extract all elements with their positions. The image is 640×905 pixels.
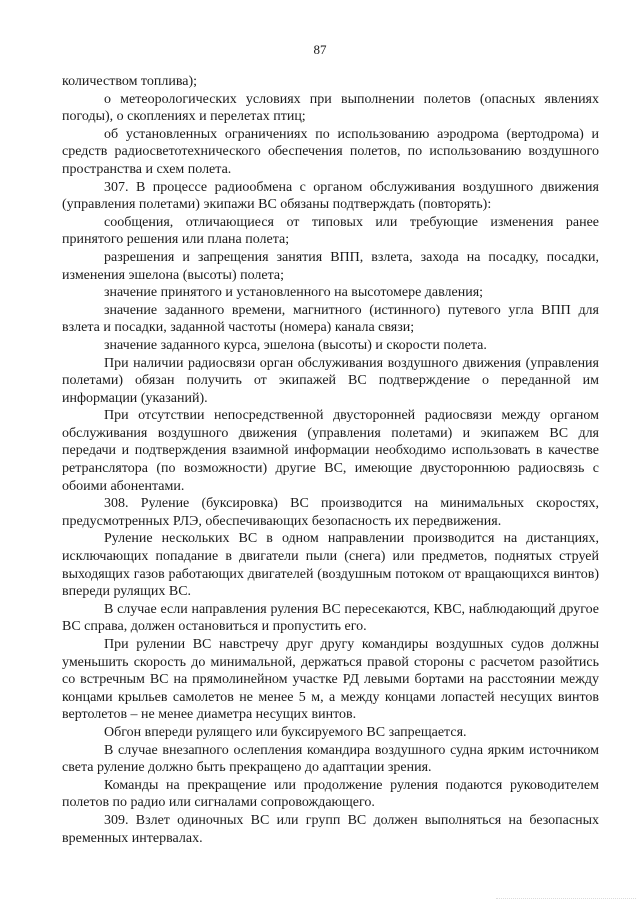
paragraph-text: В случае если направления руления ВС пересекаются, КВС, наблюдающий другое ВС справа, должен остановиться и пропустить его. (62, 601, 599, 635)
paragraph-text: В случае внезапного ослепления командира воздушного судна ярким источником света руление должно быть прекращено до адаптации зрения. (62, 742, 599, 776)
paragraph (62, 724, 599, 742)
paragraph (62, 812, 599, 847)
paragraph (62, 355, 599, 408)
paragraph (62, 73, 599, 91)
paragraph-text: об установленных ограничениях по использованию аэродрома (вертодрома) и средств радиосветотехнического обеспечения полетов, по использованию воздушного пространства и схем полета. (62, 126, 599, 177)
paragraph-text: 307. В процессе радиообмена с органом обслуживания воздушного движения (управления полетами) экипажи ВС обязаны подтверждать (повторять): (62, 179, 599, 213)
paragraph (62, 179, 599, 214)
paragraph (62, 302, 599, 337)
paragraph-text: разрешения и запрещения занятия ВПП, взлета, захода на посадку, посадки, изменения эшелона (высоты) полета; (62, 249, 599, 283)
paragraph-text: значение принятого и установленного на высотомере давления; (104, 285, 484, 301)
paragraph (62, 636, 599, 724)
document-body (62, 73, 599, 847)
paragraph-text: Команды на прекращение или продолжение руления подаются руководителем полетов по радио или сигналами сопровождающего. (62, 777, 599, 811)
paragraph (62, 91, 599, 126)
paragraph-text: При отсутствии непосредственной двусторонней радиосвязи между органом обслуживания воздушного движения (управления полетами) и экипажем ВС для передачи и подтверждения взаимной информации необходимо использовать в качестве ретранслятора (по возможности) другие ВС, имеющие двустороннюю радиосвязь с обоими абонентами. (62, 408, 599, 494)
paragraph-text: 308. Руление (буксировка) ВС производится на минимальных скоростях, предусмотренных РЛЭ, обеспечивающих безопасность их передвижения. (62, 496, 599, 529)
scan-artifact (496, 898, 636, 903)
paragraph-text: о метеорологических условиях при выполнении полетов (опасных явлениях погоды), о скоплениях и перелетах птиц; (62, 91, 599, 125)
paragraph (62, 742, 599, 777)
paragraph-text: Руление нескольких ВС в одном направлении производится на дистанциях, исключающих попадание в двигатели пыли (снега) или предметов, поднятых струей выходящих газов работающих двигателей (воздушным потоком от вращающихся винтов) впереди рулящих ВС. (62, 531, 599, 600)
paragraph-text: количеством топлива); (62, 74, 198, 89)
paragraph-text: При рулении ВС навстречу друг другу командиры воздушных судов должны уменьшить скорость до минимальной, держаться правой стороны с расчетом разойтись со встречным ВС на прямолинейном участке РД левыми бортами на расстоянии между концами крыльев самолетов не менее 5 м, а между концами лопастей несущих винтов вертолетов – не менее диаметра несущих винтов. (62, 637, 599, 723)
paragraph (62, 495, 599, 530)
paragraph-text: Обгон впереди рулящего или буксируемого ВС запрещается. (104, 724, 467, 740)
paragraph (62, 407, 599, 495)
paragraph (62, 126, 599, 179)
paragraph (62, 601, 599, 636)
paragraph (62, 777, 599, 812)
paragraph-text: 309. Взлет одиночных ВС или групп ВС должен выполняться на безопасных временных интервалах. (62, 812, 599, 846)
paragraph-text: При наличии радиосвязи орган обслуживания воздушного движения (управления полетами) обязан получить от экипажей ВС подтверждение о переданной им информации (указаний). (62, 355, 599, 406)
page-number: 87 (313, 42, 327, 57)
paragraph-text: значение заданного курса, эшелона (высоты) и скорости полета. (104, 337, 487, 353)
paragraph (62, 249, 599, 284)
paragraph (62, 337, 599, 355)
paragraph (62, 214, 599, 249)
paragraph (62, 530, 599, 600)
paragraph-text: значение заданного времени, магнитного (истинного) путевого угла ВПП для взлета и посадки, заданной частоты (номера) канала связи; (62, 302, 599, 336)
paragraph (62, 284, 599, 302)
paragraph-text: сообщения, отличающиеся от типовых или требующие изменения ранее принятого решения или плана полета; (62, 214, 599, 248)
